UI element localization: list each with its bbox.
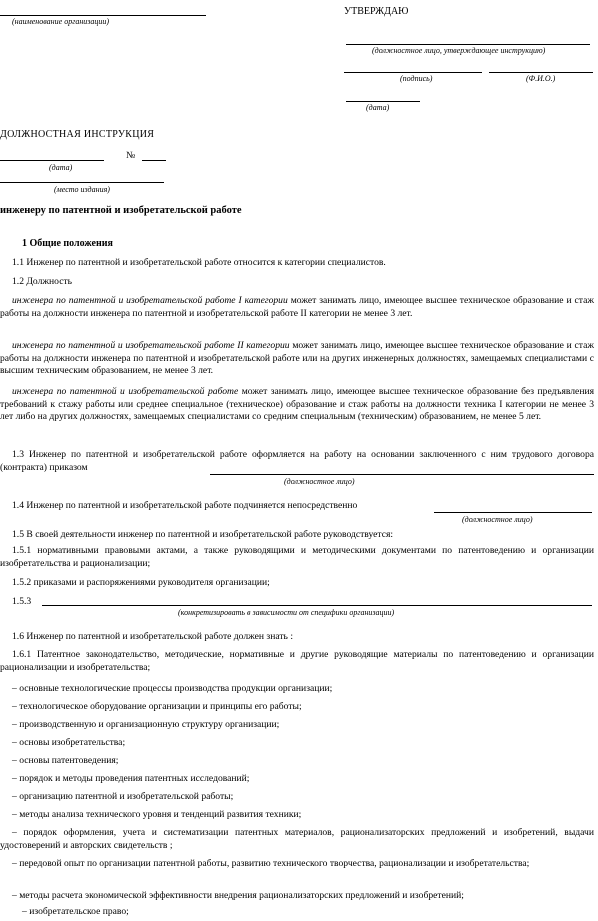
document-title: ДОЛЖНОСТНАЯ ИНСТРУКЦИЯ bbox=[0, 129, 155, 140]
doc-date-caption: (дата) bbox=[49, 163, 73, 172]
knowledge-item: – методы анализа технического уровня и тенденций развития техники; bbox=[12, 809, 302, 820]
knowledge-item: – передовой опыт по организации патентной работы, развитию технического творчества, рационализации и изобретательства; bbox=[12, 858, 530, 869]
knowledge-item: – технологическое оборудование организации и принципы его работы; bbox=[12, 701, 302, 712]
clause-1-4: 1.4 Инженер по патентной и изобретательской работе подчиняется непосредственно bbox=[12, 500, 358, 511]
doc-date-line[interactable] bbox=[0, 160, 104, 161]
category-3-text: может занимать лицо, имеющее высшее техническое образование без предъявления требований к стажу работы или среднее специальное (техническое) образование и стаж работы на должности техника I категории не менее 3 лет либо на других должностях, замещаемых специалистами со средним специальным (техническим) образованием, не менее 5 лет. bbox=[0, 386, 594, 422]
clause-1-5: 1.5 В своей деятельности инженер по патентной и изобретательской работе руководствуется: bbox=[12, 529, 394, 540]
category-2-paragraph bbox=[0, 340, 594, 378]
clause-1-4-caption: (должностное лицо) bbox=[462, 515, 533, 524]
clause-1-4-fill-line[interactable] bbox=[434, 512, 592, 513]
clause-1-5-3-caption: (конкретизировать в зависимости от специфики организации) bbox=[178, 608, 395, 617]
knowledge-item: – методы расчета экономической эффективности внедрения рационализаторских предложений и изобретений; bbox=[12, 890, 464, 901]
clause-1-5-1: 1.5.1 нормативными правовыми актами, а также руководящими и методическими документами по патентоведению и организации изобретательства и рационализации; bbox=[0, 545, 594, 569]
category-3-paragraph bbox=[0, 386, 594, 424]
approver-position-caption: (должностное лицо, утверждающее инструкцию) bbox=[372, 46, 546, 55]
category-1-paragraph bbox=[0, 295, 594, 320]
doc-place-line[interactable] bbox=[0, 182, 164, 183]
knowledge-item: – производственную и организационную структуру организации; bbox=[12, 719, 280, 730]
category-1-term: инженера по патентной и изобретательской работе I категории bbox=[12, 295, 288, 306]
clause-1-1: 1.1 Инженер по патентной и изобретательской работе относится к категории специалистов. bbox=[12, 257, 386, 268]
doc-number-sign: № bbox=[126, 150, 136, 161]
clause-1-6-1: 1.6.1 Патентное законодательство, методические, нормативные и другие руководящие материалы по патентоведению и организации рационализации и изобретательства; bbox=[0, 649, 594, 673]
approval-date-line[interactable] bbox=[346, 101, 420, 102]
section-heading: 1 Общие положения bbox=[22, 238, 113, 249]
org-name-caption: (наименование организации) bbox=[12, 17, 110, 26]
org-name-line[interactable] bbox=[0, 15, 206, 16]
knowledge-item: – основы патентоведения; bbox=[12, 755, 119, 766]
category-2-text: может занимать лицо, имеющее высшее техническое образование и стаж работы на должности инженера по патентной и изобретательской работе или на других инженерных должностях, замещаемых специалистами с высшим техническим образованием, не менее 3 лет. bbox=[0, 340, 594, 376]
doc-number-line[interactable] bbox=[142, 160, 166, 161]
clause-1-3: 1.3 Инженер по патентной и изобретательской работе оформляется на работу на основании заключенного с ним трудового договора (контракта) приказом bbox=[0, 449, 594, 473]
approver-fio-line[interactable] bbox=[489, 72, 593, 73]
clause-1-2: 1.2 Должность bbox=[12, 276, 73, 287]
approver-position-line[interactable] bbox=[346, 44, 590, 45]
knowledge-item: – организацию патентной и изобретательской работы; bbox=[12, 791, 234, 802]
clause-1-5-3: 1.5.3 bbox=[12, 596, 32, 607]
category-3-term: инженера по патентной и изобретательской работе bbox=[12, 386, 239, 397]
approval-date-caption: (дата) bbox=[366, 103, 390, 112]
approve-heading: УТВЕРЖДАЮ bbox=[344, 6, 409, 17]
clause-1-6: 1.6 Инженер по патентной и изобретательской работе должен знать : bbox=[12, 631, 293, 642]
doc-place-caption: (место издания) bbox=[54, 185, 110, 194]
category-2-term: инженера по патентной и изобретательской работе II категории bbox=[12, 340, 290, 351]
clause-1-5-3-fill-line[interactable] bbox=[42, 605, 592, 606]
category-1-text: может занимать лицо, имеющее высшее техническое образование и стаж работы на должности инженера по патентной и изобретательской работе II категории не менее 3 лет. bbox=[0, 295, 594, 319]
knowledge-item: – порядок и методы проведения патентных исследований; bbox=[12, 773, 250, 784]
approver-signature-line[interactable] bbox=[344, 72, 482, 73]
knowledge-item: – порядок оформления, учета и систематизации патентных материалов, рационализаторских предложений и изобретений, выдачи удостоверений и авторских свидетельств ; bbox=[0, 827, 594, 851]
fio-caption: (Ф.И.О.) bbox=[526, 74, 556, 83]
clause-1-3-caption: (должностное лицо) bbox=[284, 477, 355, 486]
clause-1-3-fill-line[interactable] bbox=[210, 474, 594, 475]
knowledge-item: – основы изобретательства; bbox=[12, 737, 126, 748]
clause-1-5-2: 1.5.2 приказами и распоряжениями руководителя организации; bbox=[12, 577, 270, 588]
knowledge-item: – изобретательское право; bbox=[22, 906, 129, 917]
knowledge-item: – основные технологические процессы производства продукции организации; bbox=[12, 683, 333, 694]
signature-caption: (подпись) bbox=[400, 74, 433, 83]
document-subject: инженеру по патентной и изобретательской работе bbox=[0, 205, 242, 216]
